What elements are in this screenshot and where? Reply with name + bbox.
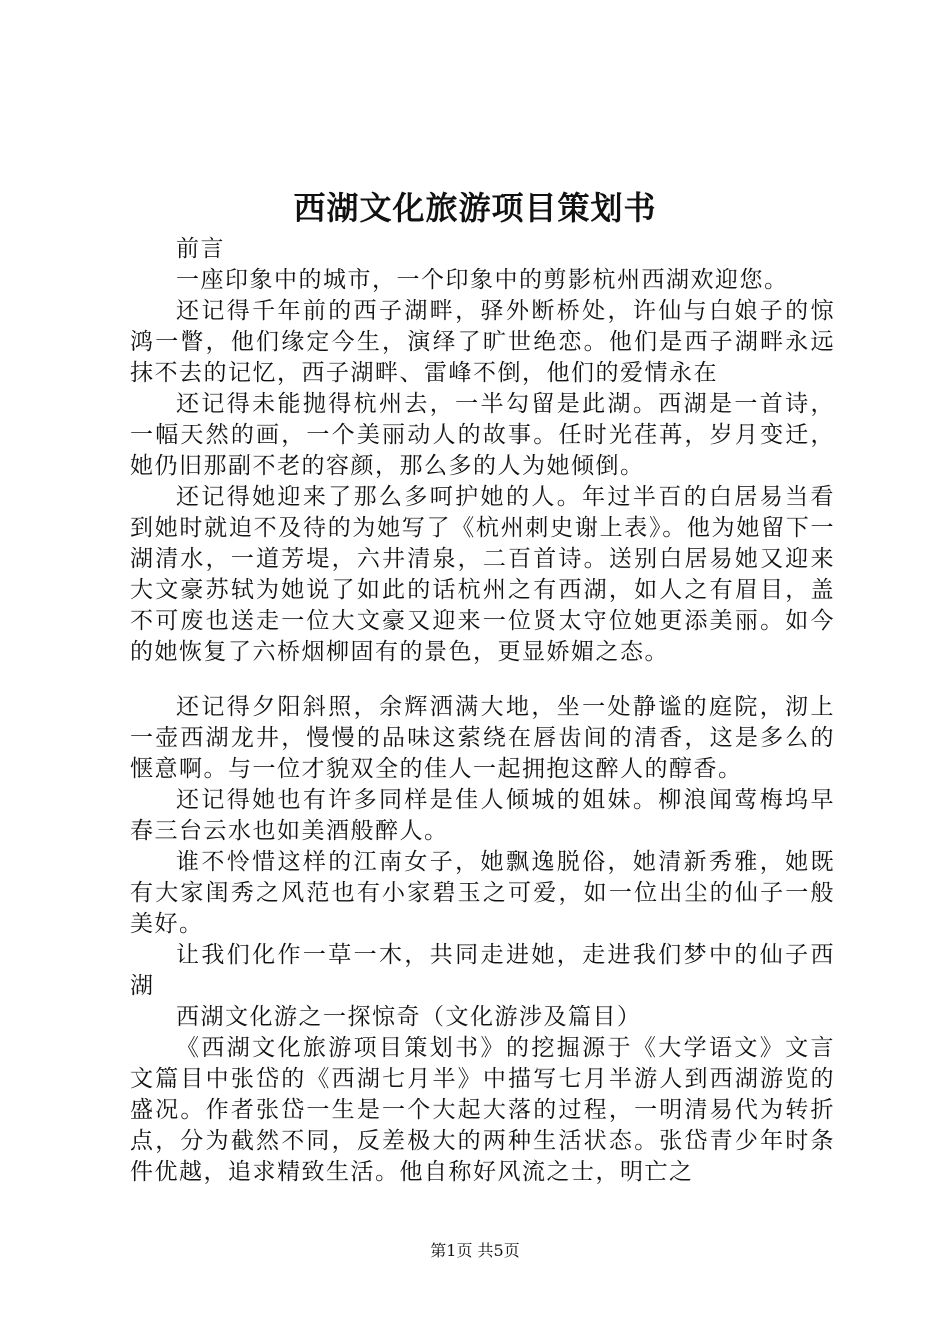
paragraph: 让我们化作一草一木，共同走进她，走进我们梦中的仙子西湖	[130, 942, 835, 999]
document-body	[130, 234, 835, 1188]
paragraph: 还记得她也有许多同样是佳人倾城的姐妹。柳浪闻莺梅坞早春三台云水也如美酒般醉人。	[130, 787, 835, 844]
paragraph-preface: 前言	[176, 236, 225, 262]
paragraph: 还记得夕阳斜照，余辉洒满大地，坐一处静谧的庭院，沏上一壶西湖龙井，慢慢的品味这萦绕在唇齿间的清香，这是多么的惬意啊。与一位才貌双全的佳人一起拥抱这醉人的醇香。	[130, 694, 835, 782]
page-number: 第1页 共5页	[430, 1241, 520, 1260]
paragraph: 《西湖文化旅游项目策划书》的挖掘源于《大学语文》文言文篇目中张岱的《西湖七月半》中描写七月半游人到西湖游览的盛况。作者张岱一生是一个大起大落的过程，一明清易代为转折点，分为截然不同，反差极大的两种生活状态。张岱青少年时条件优越，追求精致生活。他自称好风流之士，明亡之	[130, 1035, 835, 1185]
section-heading: 西湖文化游之一探惊奇（文化游涉及篇目）	[176, 1004, 642, 1030]
paragraph: 还记得千年前的西子湖畔，驿外断桥处，许仙与白娘子的惊鸿一瞥，他们缘定今生，演绎了旷世绝恋。他们是西子湖畔永远抹不去的记忆，西子湖畔、雷峰不倒，他们的爱情永在	[130, 298, 835, 386]
paragraph: 还记得她迎来了那么多呵护她的人。年过半百的白居易当看到她时就迫不及待的为她写了《杭州刺史谢上表》。他为她留下一湖清水，一道芳堤，六井清泉，二百首诗。送别白居易她又迎来大文豪苏轼为她说了如此的话杭州之有西湖，如人之有眉目，盖不可废也送走一位大文豪又迎来一位贤太守位她更添美丽。如今的她恢复了六桥烟柳固有的景色，更显娇媚之态。	[130, 484, 835, 665]
document-title: 西湖文化旅游项目策划书	[293, 189, 657, 227]
paragraph: 还记得未能抛得杭州去，一半勾留是此湖。西湖是一首诗，一幅天然的画，一个美丽动人的故事。任时光荏苒，岁月变迁，她仍旧那副不老的容颜，那么多的人为她倾倒。	[130, 391, 835, 479]
paragraph: 谁不怜惜这样的江南女子，她飘逸脱俗，她清新秀雅，她既有大家闺秀之风范也有小家碧玉之可爱，如一位出尘的仙子一般美好。	[130, 849, 835, 937]
paragraph: 一座印象中的城市，一个印象中的剪影杭州西湖欢迎您。	[176, 267, 789, 293]
